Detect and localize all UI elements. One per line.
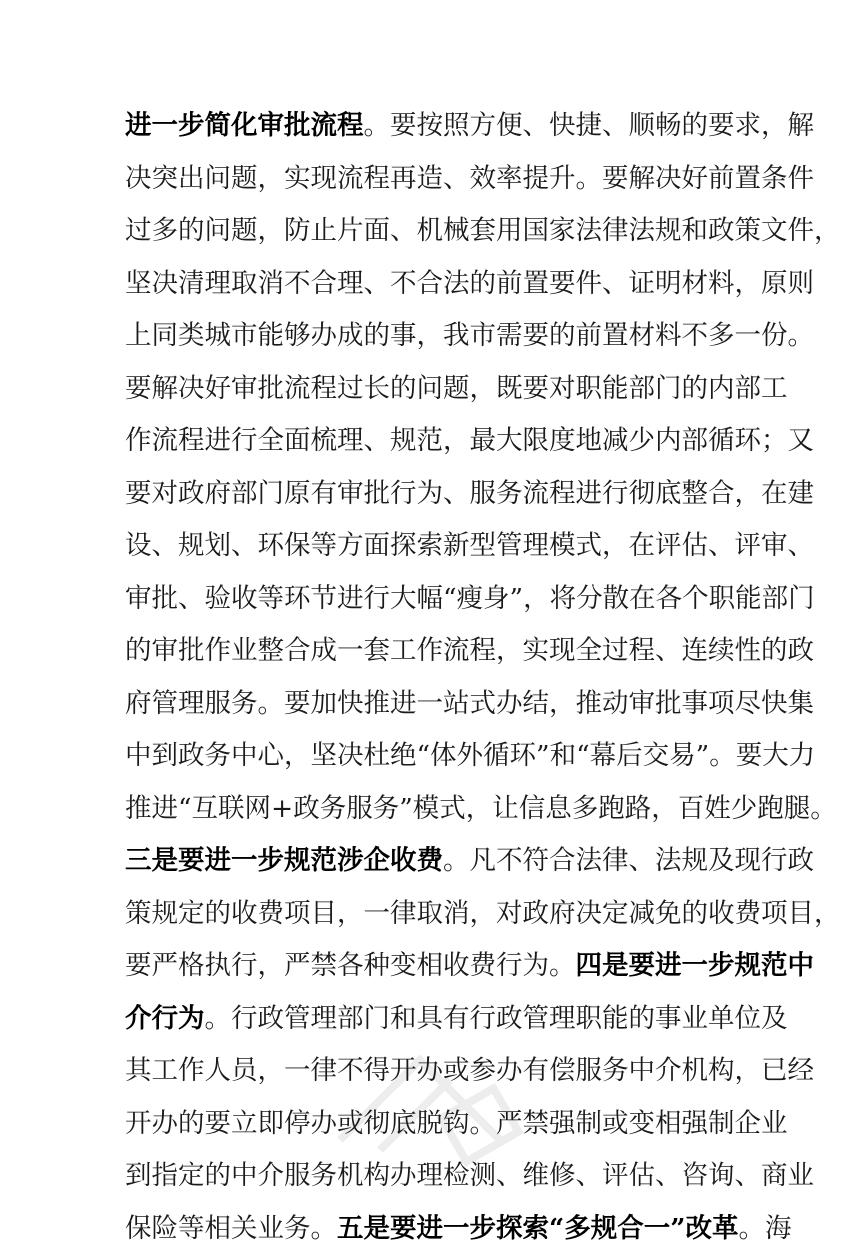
bold-heading-text: 三是要进一步规范涉企收费 [125,845,443,876]
text-line [125,678,725,731]
body-text-segment: 坚决清理取消不合理、不合法的前置要件、证明材料，原则 [125,268,814,299]
text-line [125,1203,725,1255]
body-text-segment: 保险等相关业务。 [125,1213,337,1244]
text-line [125,940,725,993]
body-text-segment: 决突出问题，实现流程再造、效率提升。要解决好前置条件 [125,163,814,194]
text-line [125,625,725,678]
text-line [125,468,725,521]
body-text-segment: 的审批作业整合成一套工作流程，实现全过程、连续性的政 [125,635,814,666]
text-line [125,783,725,836]
body-text-segment: 上同类城市能够办成的事，我市需要的前置材料不多一份。 [125,320,814,351]
text-line [125,888,725,941]
body-text-segment: 推进“互联网+政务服务”模式，让信息多跑路，百姓少跑腿。 [125,793,837,824]
body-text-segment: 到指定的中介服务机构办理检测、维修、评估、咨询、商业 [125,1160,814,1191]
text-line [125,153,725,206]
body-text-segment: 要对政府部门原有审批行为、服务流程进行彻底整合，在建 [125,478,814,509]
body-text-segment: 过多的问题，防止片面、机械套用国家法律法规和政策文件， [125,215,841,246]
text-line [125,415,725,468]
bold-heading-text: 进一步简化审批流程 [125,110,364,141]
text-line [125,310,725,363]
body-text-segment: 其工作人员，一律不得开办或参办有偿服务中介机构，已经 [125,1055,814,1086]
body-text-segment: 。海 [739,1213,792,1244]
body-text-segment: 中到政务中心，坚决杜绝“体外循环”和“幕后交易”。要大力 [125,740,815,771]
text-line [125,363,725,416]
text-line [125,1150,725,1203]
text-line [125,993,725,1046]
bold-heading-text: 四是要进一步规范中 [576,950,815,981]
body-text-segment: 策规定的收费项目，一律取消，对政府决定减免的收费项目， [125,898,841,929]
text-line [125,730,725,783]
body-text [125,100,725,1255]
body-text-segment: 府管理服务。要加快推进一站式办结，推动审批事项尽快集 [125,688,814,719]
body-text-segment: 要解决好审批流程过长的问题，既要对职能部门的内部工 [125,373,788,404]
body-text-segment: 。行政管理部门和具有行政管理职能的事业单位及 [205,1003,788,1034]
body-text-segment: 作流程进行全面梳理、规范，最大限度地减少内部循环；又 [125,425,814,456]
text-line [125,1098,725,1151]
body-text-segment: 。凡不符合法律、法规及现行政 [443,845,814,876]
text-line [125,100,725,153]
text-line [125,258,725,311]
text-line [125,835,725,888]
body-text-segment: 要严格执行，严禁各种变相收费行为。 [125,950,576,981]
body-text-segment: 。要按照方便、快捷、顺畅的要求，解 [364,110,815,141]
bold-heading-text: 介行为 [125,1003,205,1034]
text-line [125,205,725,258]
text-line [125,520,725,573]
body-text-segment: 开办的要立即停办或彻底脱钩。严禁强制或变相强制企业 [125,1108,788,1139]
body-text-segment: 设、规划、环保等方面探索新型管理模式，在评估、评审、 [125,530,814,561]
text-line [125,573,725,626]
bold-heading-text: 五是要进一步探索“多规合一”改革 [337,1213,739,1244]
text-line [125,1045,725,1098]
body-text-segment: 审批、验收等环节进行大幅“瘦身”，将分散在各个职能部门 [125,583,815,614]
